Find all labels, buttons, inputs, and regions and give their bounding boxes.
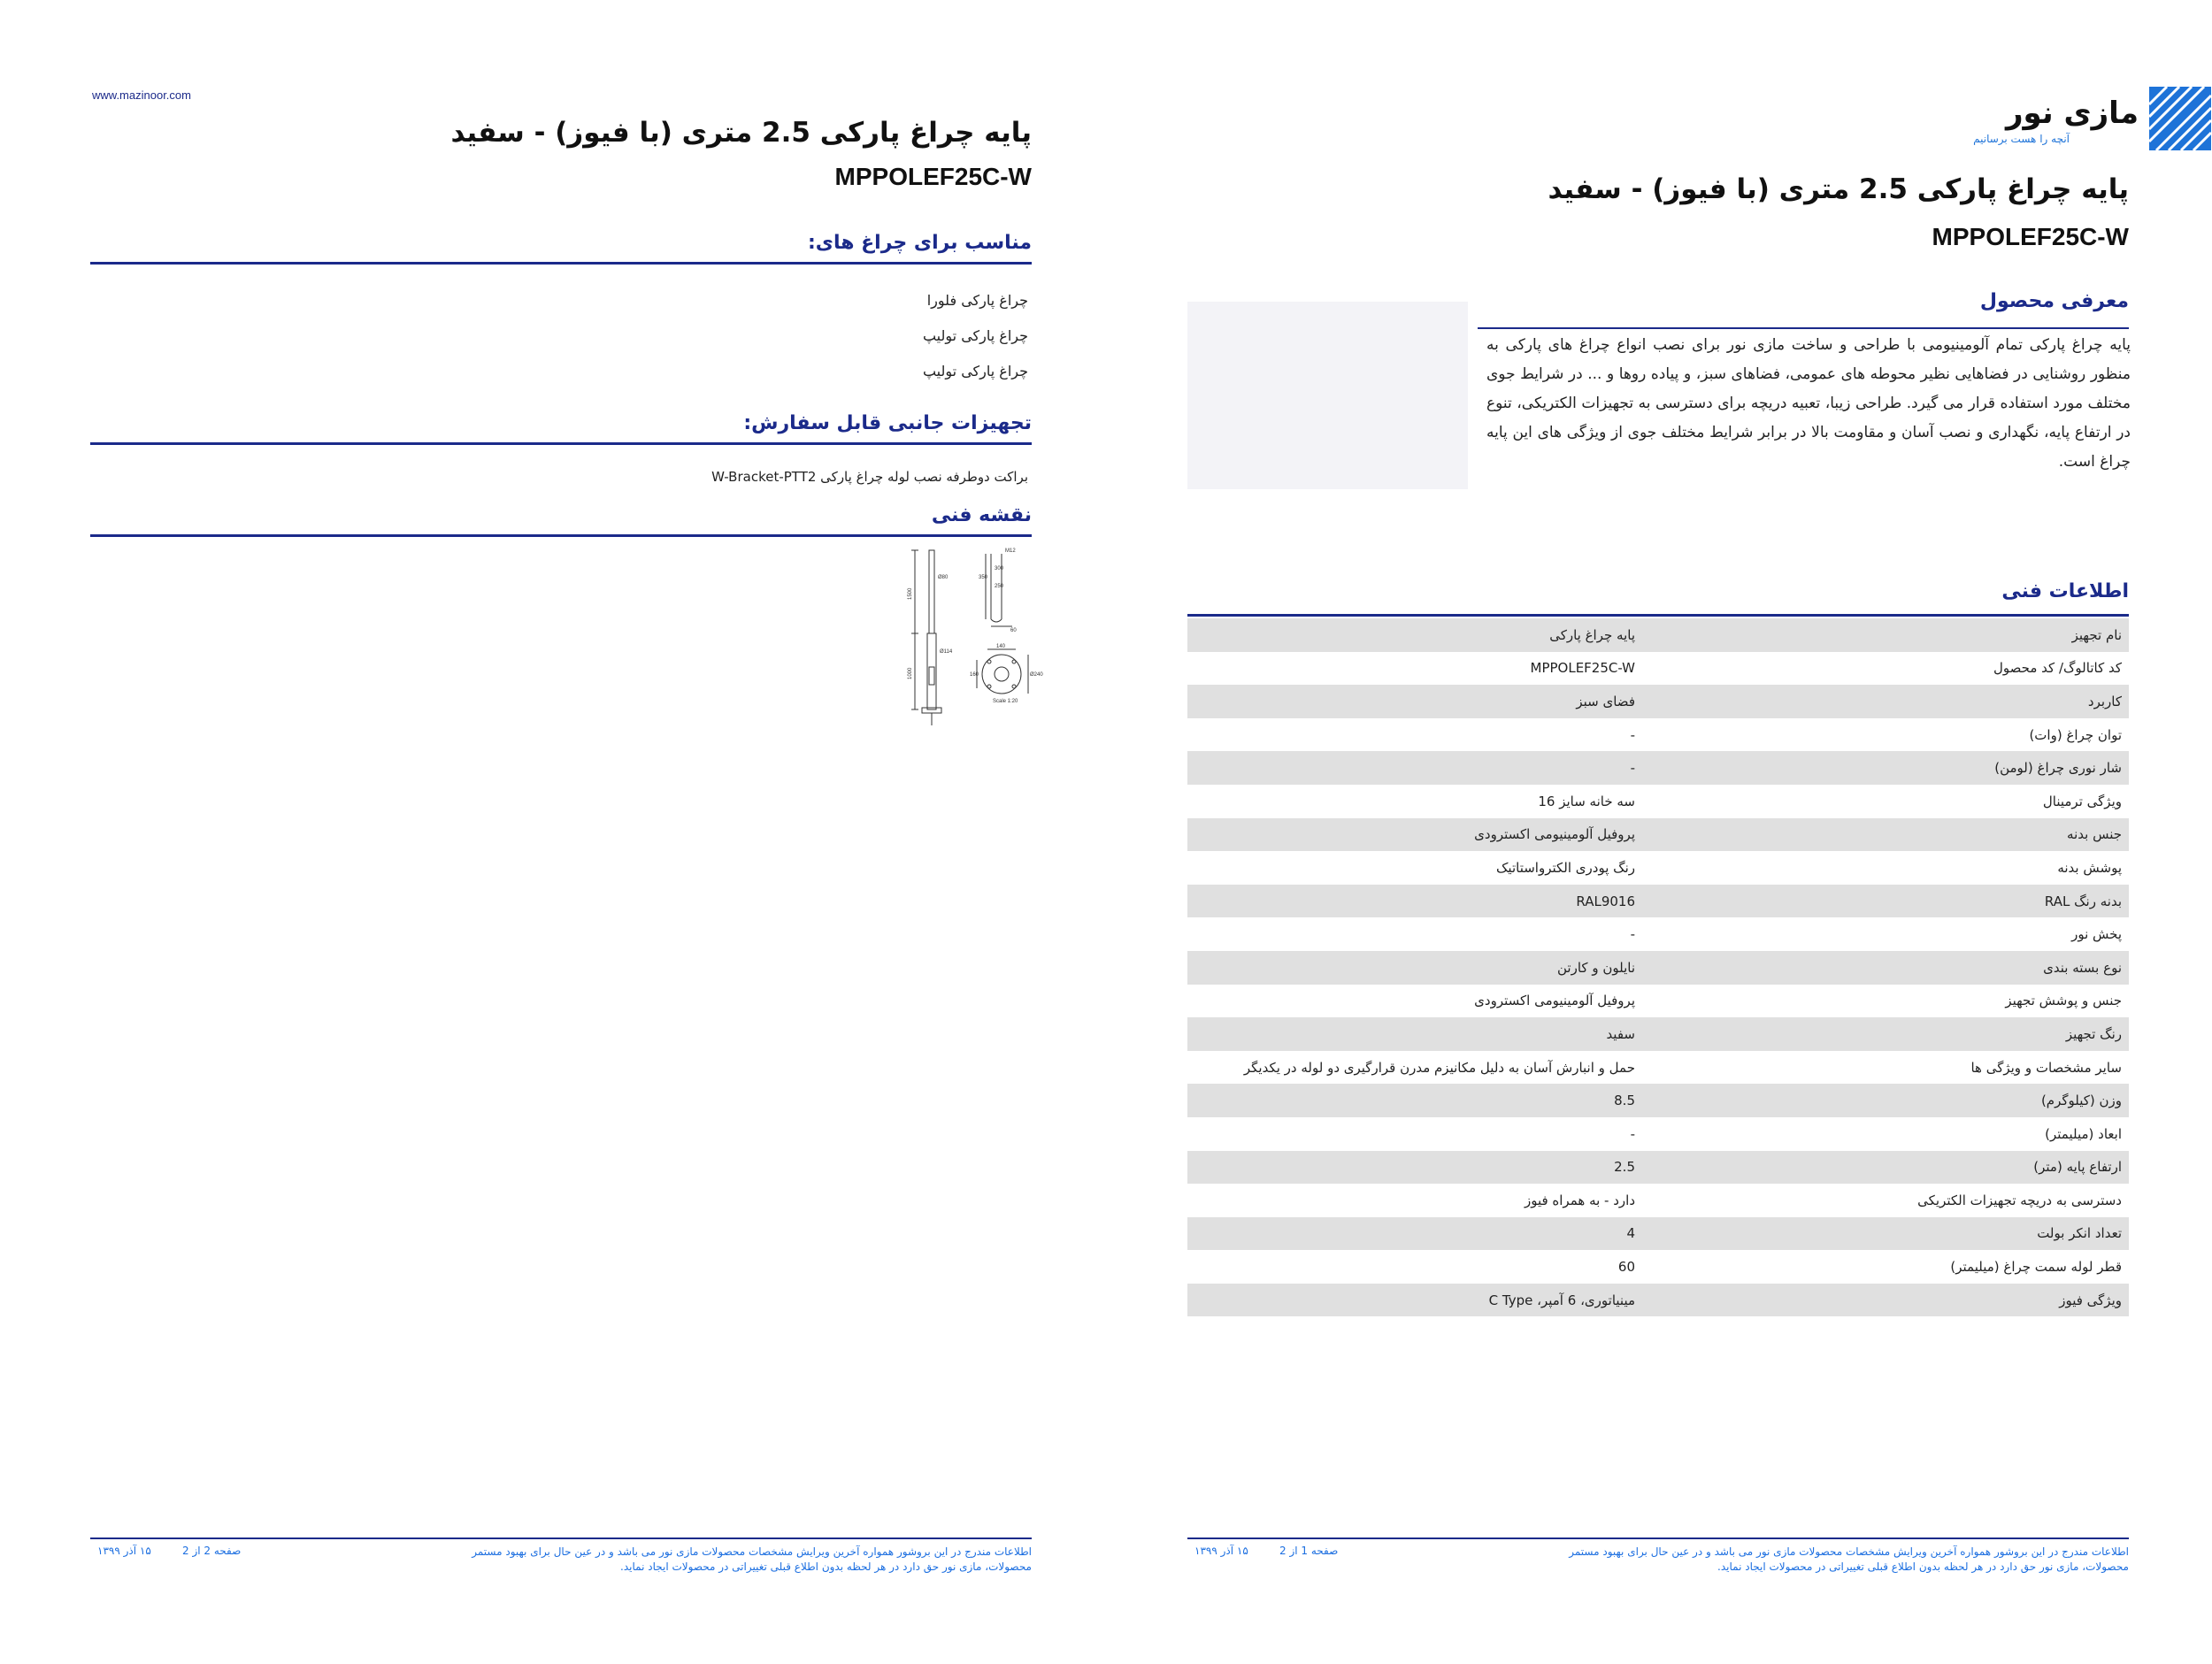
drawing-label: Ø240 [1030,672,1043,678]
spec-value: فضای سبز [1187,685,1642,718]
section-rule [90,262,1032,265]
spec-key: ویژگی فیوز [1642,1284,2129,1317]
spec-row [1187,652,2129,686]
spec-key: پخش نور [2071,926,2122,943]
drawing-label: M12 [1005,548,1016,554]
spec-key: نوع بسته بندی [1642,951,2129,985]
tech-heading: اطلاعات فنی [2001,580,2129,602]
section-rule [90,442,1032,445]
spec-value: - [1187,751,1642,785]
spec-value: 8.5 [1187,1084,1642,1117]
product-code: MPPOLEF25C-W [1932,223,2129,250]
spec-key: وزن (کیلوگرم) [1642,1084,2129,1117]
spec-key: بدنه رنگ RAL [1642,885,2129,918]
spec-key: ارتفاع پایه (متر) [1642,1151,2129,1185]
spec-row [1187,1250,2129,1284]
spec-key: شار نوری چراغ (لومن) [1642,751,2129,785]
spec-row [1187,751,2129,785]
spec-key: قطر لوله سمت چراغ (میلیمتر) [1950,1259,2122,1276]
spec-value: رنگ پودری الکترواستاتیک [1496,859,1635,876]
spec-row [1187,718,2129,752]
spec-key: پوشش بدنه [2057,859,2122,876]
suitable-item: چراغ پارکی تولیپ [922,363,1028,380]
intro-text: پایه چراغ پارکی تمام آلومینیومی با طراحی و ساخت مازی نور برای نصب انواع چراغ های پارکی به منظور روشنایی در فضاهایی نظیر محوطه های عمومی، فضاهای سبز، و پیاده روها و ... در شرایط جوی مختلف مورد استفاده قرار می گیرد. طراحی زیبا، تعبیه دریچه برای دسترسی به تجهیزات الکتریکی، تنوع در ارتفاع پایه، نگهداری و نصب آسان و مقاومت بالا در برابر شرایط مختلف جوی از ویژگی های این پایه چراغ است. [1486,336,2131,471]
footer-date: ۱۵ آذر ۱۳۹۹ [1194,1545,1248,1557]
drawing-label: 1000 [908,667,913,679]
footer-rule [90,1537,1032,1539]
spec-row [1187,851,2129,885]
section-rule [90,534,1032,537]
spec-value: حمل و انبارش آسان به دلیل مکانیزم مدرن قرارگیری دو لوله در یکدیگر [1243,1059,1635,1076]
product-code: MPPOLEF25C-W [834,163,1032,190]
technical-drawing [902,543,1062,731]
spec-key: کاربرد [1642,685,2129,718]
drawing-label: 160 [970,672,979,678]
spec-key: دسترسی به دریچه تجهیزات الکتریکی [1917,1192,2122,1208]
product-title: پایه چراغ پارکی 2.5 متری (با فیوز) - سفید [450,117,1032,149]
intro-heading: معرفی محصول [1979,290,2129,312]
spec-value: 2.5 [1187,1151,1642,1185]
spec-key: ابعاد (میلیمتر) [2045,1125,2122,1142]
footer-disclaimer: اطلاعات مندرج در این بروشور همواره آخرین ویرایش مشخصات محصولات مازی نور می باشد و در عین حال برای بهبود مستمر محصولات، مازی نور حق دارد در هر لحظه بدون اطلاع قبلی تغییراتی در محصولات ایجاد نماید. [472,1545,1032,1573]
spec-row [1187,917,2129,951]
spec-row [1187,1017,2129,1051]
suitable-item: چراغ پارکی تولیپ [922,327,1028,344]
spec-row [1187,951,2129,985]
drawing-label: 60 [1010,628,1017,633]
suitable-item: چراغ پارکی فلورا [926,292,1028,309]
drawing-label: Ø114 [940,649,953,655]
spec-row [1187,985,2129,1018]
footer-disclaimer: اطلاعات مندرج در این بروشور همواره آخرین ویرایش مشخصات محصولات مازی نور می باشد و در عین حال برای بهبود مستمر محصولات، مازی نور حق دارد در هر لحظه بدون اطلاع قبلی تغییراتی در محصولات ایجاد نماید. [1569,1545,2129,1573]
drawing-label: Scale 1:20 [993,699,1018,704]
spec-row [1187,685,2129,718]
footer-rule [1187,1537,2129,1539]
drawing-label: 1500 [908,587,913,600]
spec-row [1187,1184,2129,1217]
section-rule [1187,614,2129,617]
spec-key: توان چراغ (وات) [2029,726,2122,743]
spec-row [1187,1084,2129,1117]
spec-key: سایر مشخصات و ویژگی ها [1970,1059,2122,1076]
spec-value: - [1630,726,1635,743]
spec-value: MPPOLEF25C-W [1530,660,1635,677]
spec-row [1187,818,2129,852]
spec-key: تعداد انکر بولت [1642,1217,2129,1251]
footer-page-number: صفحه 1 از 2 [1279,1545,1339,1557]
drawing-label: 250 [995,584,1004,589]
logo-tagline: آنچه را هست برسانیم [1973,133,2070,145]
page-1 [1106,0,2212,1664]
accessories-heading: تجهیزات جانبی قابل سفارش: [743,412,1032,434]
spec-row [1187,1117,2129,1151]
product-title: پایه چراغ پارکی 2.5 متری (با فیوز) - سفید [1548,173,2129,205]
spec-value: پروفیل آلومینیومی اکسترودی [1474,993,1635,1009]
footer-date: ۱۵ آذر ۱۳۹۹ [97,1545,151,1557]
spec-value: RAL9016 [1187,885,1642,918]
spec-key: جنس و پوشش تجهیز [2005,993,2122,1009]
spec-row [1187,618,2129,652]
logo-name: مازی نور [2005,96,2139,131]
drawing-label: Ø80 [938,575,949,580]
spec-key: نام تجهیز [1642,618,2129,652]
spec-row [1187,1051,2129,1085]
section-rule [1478,327,2129,329]
accessory-item: براکت دوطرفه نصب لوله چراغ پارکی W-Bracket-PTT2 [711,469,1028,485]
spec-table [1187,618,2129,1316]
spec-row [1187,1151,2129,1185]
spec-value: سفید [1187,1017,1642,1051]
spec-row [1187,1217,2129,1251]
spec-value: سه خانه سایز 16 [1538,793,1635,809]
spec-value: نایلون و کارتن [1187,951,1642,985]
drawing-label: 350 [979,575,988,580]
spec-value: پروفیل آلومینیومی اکسترودی [1187,818,1642,852]
spec-row [1187,885,2129,918]
spec-value: 4 [1187,1217,1642,1251]
spec-value: مینیاتوری، 6 آمپر، C Type [1187,1284,1642,1317]
spec-row [1187,785,2129,818]
spec-row [1187,1284,2129,1317]
website-url[interactable]: www.mazinoor.com [92,88,191,102]
product-image [1187,302,1468,489]
drawing-label: 300 [995,566,1004,571]
spec-key: ویژگی ترمینال [2042,793,2122,809]
spec-key: جنس بدنه [1642,818,2129,852]
suitable-heading: مناسب برای چراغ های: [808,232,1032,254]
footer-page-number: صفحه 2 از 2 [182,1545,242,1557]
drawing-label: 140 [996,644,1006,649]
spec-value: پایه چراغ پارکی [1187,618,1642,652]
spec-value: دارد - به همراه فیوز [1524,1192,1635,1208]
spec-value: 60 [1617,1259,1635,1276]
spec-value: - [1630,1125,1635,1142]
spec-key: رنگ تجهیز [1642,1017,2129,1051]
spec-key: کد کاتالوگ/ کد محصول [1993,660,2122,677]
brand-logo [1880,87,2212,154]
spec-value: - [1630,926,1635,943]
drawing-heading: نقشه فنی [931,504,1032,526]
